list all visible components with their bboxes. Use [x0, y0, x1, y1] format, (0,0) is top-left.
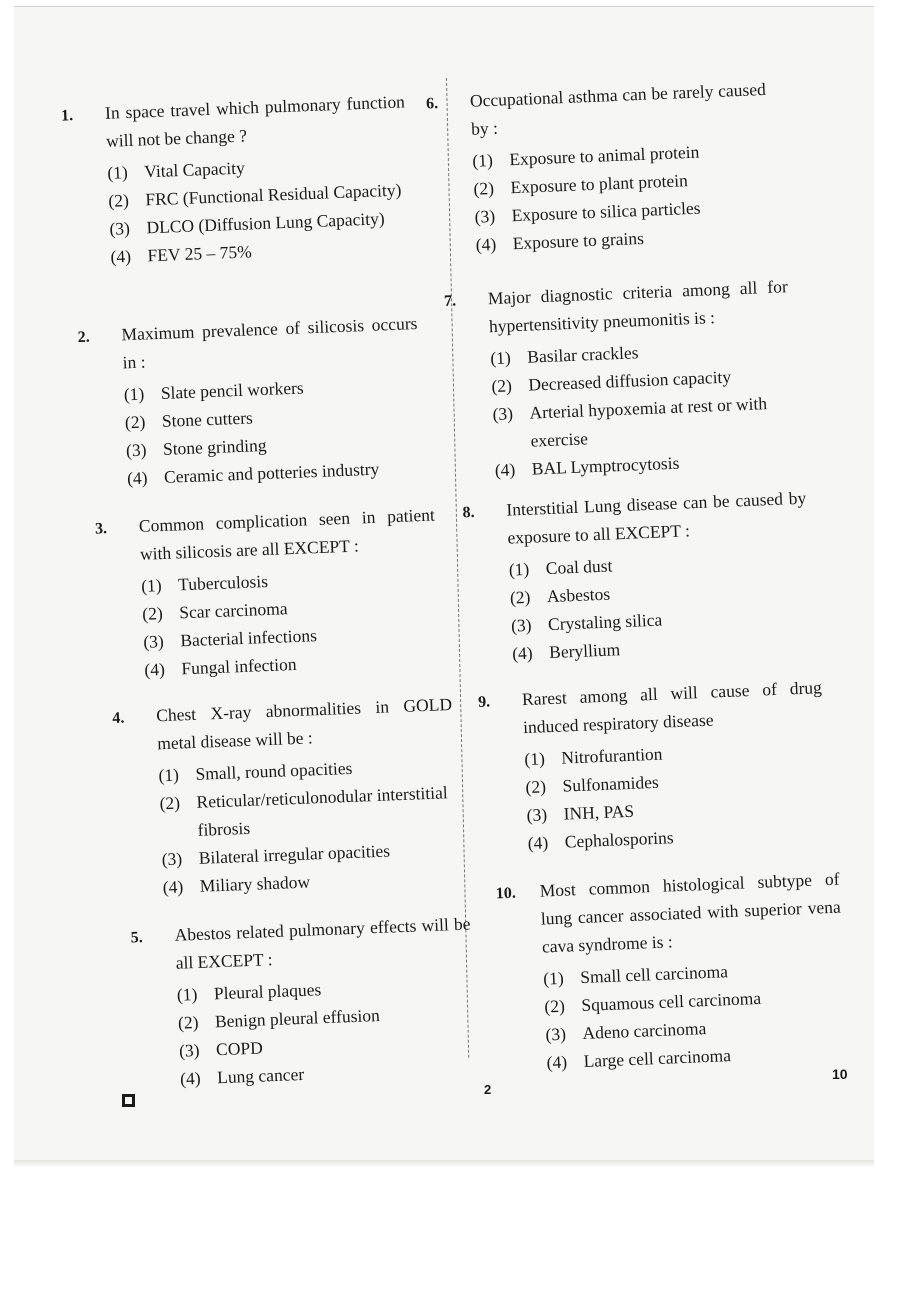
question-number: 9.: [477, 693, 491, 711]
option-text: Reticular/reticulonodular interstitial fibrosis: [196, 782, 449, 840]
option-text: Pleural plaques: [213, 979, 322, 1004]
option-label: (2): [473, 177, 495, 199]
option-label: (4): [527, 832, 549, 854]
option-label: (4): [144, 659, 166, 680]
option-label: (1): [176, 983, 198, 1005]
option-label: (4): [126, 467, 148, 489]
option-label: (4): [511, 642, 533, 664]
page-number: 2: [484, 1082, 492, 1097]
question-number: 6.: [425, 95, 439, 113]
question-number: 2.: [77, 328, 90, 347]
option-text: Fungal infection: [181, 653, 297, 679]
option-label: (3): [545, 1023, 567, 1045]
question-number: 7.: [443, 292, 457, 310]
option-label: (3): [526, 804, 548, 826]
option-text: Asbestos: [546, 583, 611, 607]
corner-marker: [122, 1094, 135, 1107]
question-9: [477, 673, 828, 857]
option-label: (2): [525, 776, 547, 798]
option-list: [543, 953, 847, 1077]
option-list: [524, 733, 828, 857]
question-stem: Chest X-ray abnormalities in GOLD metal disease will be :: [155, 694, 453, 754]
option-text: Exposure to plant protein: [510, 170, 689, 198]
option-text: Small, round opacities: [195, 757, 353, 784]
option-text: Stone grinding: [162, 434, 267, 459]
option-label: (3): [142, 631, 165, 652]
option-text: INH, PAS: [563, 800, 635, 824]
question-stem: Occupational asthma can be rarely caused by :: [469, 78, 767, 139]
option-text: Ceramic and potteries industry: [163, 458, 380, 487]
option-text: COPD: [215, 1037, 264, 1060]
option-text: BAL Lymptrocytosis: [531, 452, 680, 479]
option-text: Small cell carcinoma: [579, 961, 729, 988]
question-stem: In space travel which pulmonary function will not be change ?: [104, 91, 406, 151]
option-label: (4): [162, 876, 184, 898]
option-label: (4): [179, 1067, 201, 1089]
option-label: (3): [510, 614, 532, 636]
option-label: (3): [125, 439, 147, 461]
option-label: (1): [471, 149, 494, 171]
option-text: Lung cancer: [216, 1063, 305, 1088]
question-stem: Most common histological subtype of lung cancer associated with superior vena cava syndrome is :: [539, 868, 842, 957]
option-text: Stone cutters: [161, 407, 254, 431]
question-7: [443, 272, 795, 484]
question-stem: Major diagnostic criteria among all for hypertensitivity pneumonitis is :: [487, 276, 789, 337]
option-text: Decreased diffusion capacity: [528, 366, 732, 395]
option-text: FRC (Functional Residual Capacity): [145, 179, 402, 210]
option-text: DLCO (Diffusion Lung Capacity): [146, 208, 386, 238]
option-label: (3): [178, 1039, 200, 1061]
option-text: Scar carcinoma: [178, 598, 288, 623]
question-number: 1.: [60, 107, 74, 125]
option-text: Exposure to animal protein: [508, 141, 700, 170]
option-text: Squamous cell carcinoma: [580, 987, 762, 1016]
option-text: Tuberculosis: [177, 570, 269, 595]
option-label: (1): [158, 764, 180, 786]
question-8: [462, 484, 813, 668]
option-text: Bilateral irregular opacities: [198, 840, 391, 868]
option-label: (1): [508, 558, 530, 580]
question-stem: Common complication seen in patient with silicosis are all EXCEPT :: [138, 504, 436, 564]
option-text: Beryllium: [548, 639, 621, 663]
option-label: (1): [140, 575, 163, 596]
option-label: (2): [543, 995, 566, 1017]
option-list: [508, 544, 812, 668]
question-number: 8.: [462, 503, 475, 522]
option-text: Vital Capacity: [143, 157, 246, 182]
option-label: (2): [124, 411, 146, 433]
question-10: [495, 865, 847, 1077]
option-label: (3): [492, 403, 514, 425]
question-number: 10.: [495, 884, 517, 903]
question-stem: Interstitial Lung disease can be caused by exposure to all EXCEPT :: [506, 487, 807, 548]
option-label: (4): [494, 459, 516, 481]
question-stem: Maximum prevalence of silicosis occurs in :: [121, 313, 418, 373]
option-text: Slate pencil workers: [160, 377, 304, 403]
question-6: [425, 75, 772, 259]
question-stem: Rarest among all will cause of drug induced respiratory disease: [521, 677, 823, 738]
option-text: Cephalosporins: [564, 827, 674, 852]
option-label: (1): [542, 967, 565, 989]
option-text: FEV 25 – 75%: [147, 241, 253, 266]
question-number: 5.: [130, 929, 144, 947]
option-label: (2): [509, 586, 531, 608]
option-text: Nitrofurantion: [561, 743, 663, 768]
option-label: (2): [159, 792, 181, 814]
option-text: Sulfonamides: [562, 771, 660, 796]
question-number: 3.: [94, 520, 108, 538]
option-text: Arterial hypoxemia at rest or with exercise: [529, 393, 768, 451]
option-label: (4): [546, 1051, 568, 1073]
option-text: Adeno carcinoma: [582, 1018, 707, 1044]
option-label: (1): [489, 347, 512, 369]
option-text: Coal dust: [545, 555, 613, 579]
option-label: (1): [524, 748, 546, 770]
option-text: Basilar crackles: [526, 342, 639, 367]
option-text: Bacterial infections: [179, 625, 318, 651]
option-text: Exposure to grains: [512, 227, 645, 254]
option-label: (1): [106, 162, 129, 183]
question-number: 4.: [111, 709, 125, 728]
option-label: (2): [491, 375, 513, 397]
option-list: [472, 135, 772, 259]
option-label: (3): [161, 848, 183, 870]
option-label: (2): [108, 190, 130, 211]
option-label: (1): [123, 383, 145, 405]
option-label: (2): [141, 603, 164, 624]
option-text: Crystaling silica: [547, 609, 663, 635]
option-label: (3): [474, 205, 496, 227]
option-text: Benign pleural effusion: [214, 1005, 381, 1032]
option-text: Exposure to silica particles: [511, 197, 701, 226]
booklet-number: 10: [832, 1066, 848, 1082]
option-list: [490, 332, 795, 484]
option-label: (2): [177, 1011, 199, 1033]
option-label: (4): [110, 246, 132, 267]
option-text: Miliary shadow: [199, 871, 311, 896]
option-label: (3): [109, 218, 131, 239]
option-text: Large cell carcinoma: [583, 1045, 732, 1072]
question-stem: Abestos related pulmonary effects will be all EXCEPT :: [174, 913, 471, 973]
option-label: (4): [475, 233, 497, 255]
